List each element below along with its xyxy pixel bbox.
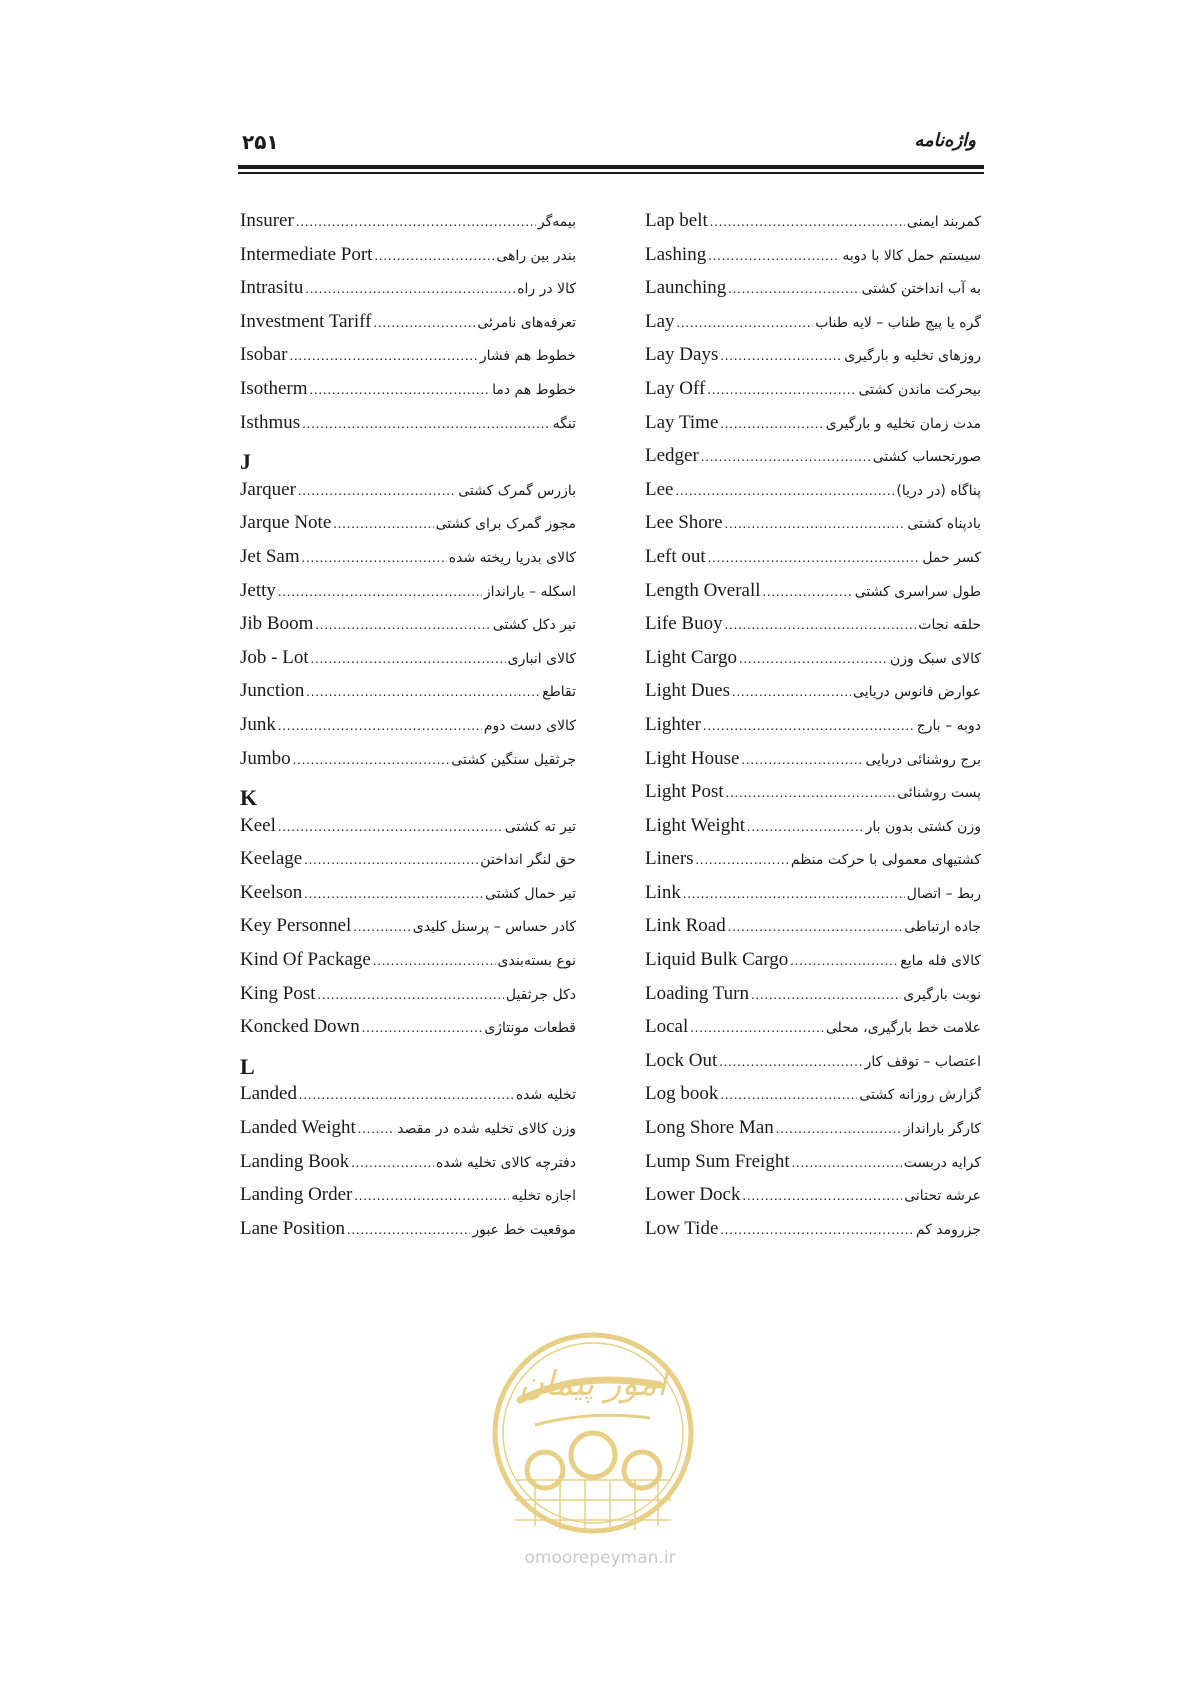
persian-translation: طول سراسری کشتی	[854, 583, 981, 600]
english-term: Keel	[240, 814, 276, 836]
persian-translation: عوارض فانوس دریایی	[853, 684, 981, 701]
leader-dots	[741, 753, 863, 769]
persian-translation: اسکله – بارانداز	[483, 583, 576, 600]
glossary-entry	[645, 613, 981, 647]
persian-translation: حق لنگر انداختن	[480, 852, 576, 869]
leader-dots	[728, 920, 902, 936]
english-term: Loading Turn	[645, 982, 749, 1004]
english-term: Jet Sam	[240, 545, 300, 567]
persian-translation: قطعات مونتاژی	[484, 1020, 576, 1037]
persian-translation: بیمه‌گر	[537, 214, 576, 230]
glossary-entry	[240, 479, 576, 513]
persian-translation: وزن کشتی بدون بار	[865, 818, 981, 835]
glossary-entry	[645, 1050, 981, 1084]
english-term: Lock Out	[645, 1049, 718, 1071]
leader-dots	[354, 1189, 509, 1205]
glossary-entry	[240, 580, 576, 614]
glossary-entry	[645, 1151, 981, 1185]
glossary-entry	[645, 680, 981, 714]
english-term: Key Personnel	[240, 915, 352, 937]
english-term: Lane Position	[240, 1217, 346, 1239]
persian-translation: کادر حساس – پرسنل کلیدی	[412, 919, 576, 936]
english-term: Light Weight	[645, 814, 745, 836]
leader-dots	[743, 1189, 903, 1205]
glossary-entry	[645, 748, 981, 782]
english-term: Keelage	[240, 848, 303, 870]
english-term: Kind Of Package	[240, 949, 371, 971]
page-header	[238, 128, 984, 158]
english-term: Link	[645, 881, 681, 903]
leader-dots	[311, 652, 506, 668]
leader-dots	[696, 853, 789, 869]
english-term: Liners	[645, 848, 694, 870]
persian-translation: جرثقیل سنگین کشتی	[451, 751, 576, 768]
glossary-entry	[240, 1117, 576, 1151]
english-term: Isthmus	[240, 411, 301, 433]
leader-dots	[358, 1122, 396, 1138]
leader-dots	[690, 1021, 824, 1037]
persian-translation: بیحرکت ماندن کشتی	[858, 381, 981, 398]
glossary-entry	[240, 1218, 576, 1252]
header-rule-thin	[238, 172, 984, 174]
persian-translation: تنگه	[552, 415, 576, 432]
glossary-entry	[240, 412, 576, 446]
leader-dots	[278, 820, 503, 836]
leader-dots	[792, 1156, 902, 1172]
glossary-entry	[240, 344, 576, 378]
persian-translation: اجازه تخلیه	[511, 1188, 576, 1205]
glossary-entry	[240, 1083, 576, 1117]
glossary-entry	[645, 210, 981, 244]
persian-translation: حلقه نجات	[918, 617, 981, 634]
glossary-entry	[645, 344, 981, 378]
glossary-entry	[645, 512, 981, 546]
glossary-entry	[645, 714, 981, 748]
persian-translation: بندر بین راهی	[496, 247, 576, 264]
english-term: Landing Order	[240, 1184, 353, 1206]
leader-dots	[703, 719, 915, 735]
glossary-entry	[645, 1117, 981, 1151]
english-term: Lashing	[645, 243, 707, 265]
persian-translation: ربط – اتصال	[906, 885, 981, 902]
persian-translation: مجوز گمرک برای کشتی	[435, 516, 576, 533]
glossary-entry	[645, 479, 981, 513]
glossary-entry	[645, 378, 981, 412]
glossary-entry	[240, 680, 576, 714]
english-term: Landed Weight	[240, 1117, 356, 1139]
persian-translation: جزرومد کم	[915, 1221, 981, 1238]
leader-dots	[278, 719, 482, 735]
glossary-entry	[645, 882, 981, 916]
leader-dots	[362, 1021, 483, 1037]
persian-translation: کارگر بارانداز	[903, 1121, 981, 1138]
english-term: Lower Dock	[645, 1184, 741, 1206]
persian-translation: تیر حمال کشتی	[485, 885, 576, 902]
glossary-entry	[240, 848, 576, 882]
leader-dots	[351, 1156, 434, 1172]
english-term: Investment Tariff	[240, 310, 372, 332]
glossary-entry	[240, 244, 576, 278]
leader-dots	[315, 618, 490, 634]
english-term: Lighter	[645, 713, 701, 735]
glossary-entry	[240, 647, 576, 681]
leader-dots	[299, 1088, 514, 1104]
persian-translation: صورتحساب کشتی	[872, 449, 981, 466]
leader-dots	[720, 417, 823, 433]
leader-dots	[776, 1122, 902, 1138]
glossary-entry	[645, 815, 981, 849]
leader-dots	[374, 249, 494, 265]
persian-translation: گره یا پیچ طناب – لایه طناب	[815, 314, 981, 331]
section-letter: J	[240, 448, 251, 474]
persian-translation: کالای بدریا ریخته شده	[448, 549, 576, 566]
persian-translation: مدت زمان تخلیه و بارگیری	[825, 415, 981, 432]
persian-translation: بادپناه کشتی	[907, 516, 981, 533]
english-term: Jib Boom	[240, 613, 314, 635]
glossary-entry	[645, 311, 981, 345]
glossary-entry	[240, 1016, 576, 1050]
section-letter: K	[240, 784, 258, 810]
english-term: Life Buoy	[645, 613, 723, 635]
leader-dots	[373, 954, 496, 970]
persian-translation: سیستم حمل کالا با دوبه	[842, 247, 981, 264]
persian-translation: گزارش روزانه کشتی	[859, 1087, 981, 1104]
leader-dots	[278, 585, 482, 601]
leader-dots	[725, 517, 906, 533]
header-rule-thick	[238, 165, 984, 169]
leader-dots	[728, 282, 859, 298]
running-title: واژه‌نامه	[914, 130, 976, 151]
english-term: Jarque Note	[240, 512, 332, 534]
glossary-entry	[240, 748, 576, 782]
english-term: Lump Sum Freight	[645, 1150, 790, 1172]
persian-translation: روزهای تخلیه و بارگیری	[844, 348, 981, 365]
leader-dots	[289, 349, 477, 365]
leader-dots	[763, 585, 853, 601]
glossary-column-left	[240, 210, 576, 1251]
english-term: Jetty	[240, 579, 276, 601]
persian-translation: کالای انباری	[507, 650, 576, 667]
persian-translation: خطوط هم فشار	[479, 348, 576, 365]
english-term: Low Tide	[645, 1217, 719, 1239]
leader-dots	[333, 517, 433, 533]
glossary-entry	[645, 546, 981, 580]
persian-translation: تقاطع	[542, 684, 576, 701]
glossary-entry	[240, 882, 576, 916]
english-term: Light Dues	[645, 680, 730, 702]
leader-dots	[707, 383, 856, 399]
english-term: Length Overall	[645, 579, 761, 601]
persian-translation: کشتیهای معمولی با حرکت منظم	[790, 852, 981, 869]
persian-translation: دفترچه کالای تخلیه شده	[436, 1154, 576, 1171]
leader-dots	[305, 282, 515, 298]
glossary-entry	[645, 1218, 981, 1252]
leader-dots	[719, 1055, 862, 1071]
persian-translation: نوبت بارگیری	[903, 986, 981, 1003]
persian-translation: تیر ته کشتی	[504, 818, 576, 835]
persian-translation: دوبه – بارج	[916, 717, 981, 734]
glossary-entry	[645, 647, 981, 681]
english-term: Intrasitu	[240, 277, 304, 299]
glossary-entry	[240, 983, 576, 1017]
persian-translation: برج روشنائی دریایی	[865, 751, 981, 768]
english-term: Junction	[240, 680, 305, 702]
english-term: Long Shore Man	[645, 1117, 774, 1139]
leader-dots	[683, 887, 905, 903]
english-term: Junk	[240, 713, 276, 735]
glossary-entry	[240, 512, 576, 546]
english-term: Lap belt	[645, 210, 708, 231]
english-term: Isobar	[240, 344, 288, 366]
glossary-entry	[645, 1083, 981, 1117]
glossary-entry	[240, 311, 576, 345]
glossary-entry	[240, 714, 576, 748]
glossary-entry	[645, 781, 981, 815]
persian-translation: موقعیت خط عبور	[472, 1221, 576, 1238]
watermark-seal-logo	[490, 1330, 696, 1536]
persian-translation: کسر حمل	[922, 549, 981, 566]
glossary-entry	[645, 1184, 981, 1218]
persian-translation: تعرفه‌های نامرئی	[477, 314, 576, 331]
persian-translation: کالای سبک وزن	[889, 650, 981, 667]
leader-dots	[732, 685, 851, 701]
glossary-entry	[240, 613, 576, 647]
english-term: Isotherm	[240, 377, 308, 399]
glossary-entry	[645, 983, 981, 1017]
leader-dots	[708, 551, 921, 567]
leader-dots	[304, 853, 478, 869]
glossary-entry	[240, 546, 576, 580]
persian-translation: بازرس گمرک کشتی	[458, 482, 576, 499]
english-term: Keelson	[240, 881, 303, 903]
persian-translation: خطوط هم دما	[492, 381, 576, 398]
persian-translation: وزن کالای تخلیه شده در مقصد	[397, 1121, 576, 1138]
glossary-entry	[645, 244, 981, 278]
english-term: Koncked Down	[240, 1016, 360, 1038]
leader-dots	[293, 753, 450, 769]
glossary-entry	[645, 949, 981, 983]
leader-dots	[298, 484, 456, 500]
english-term: Landing Book	[240, 1150, 350, 1172]
persian-translation: علامت خط بارگیری، محلی	[825, 1020, 981, 1037]
persian-translation: جاده ارتباطی	[904, 919, 981, 936]
leader-dots	[708, 249, 840, 265]
persian-translation: عرشه تحتانی	[904, 1188, 981, 1205]
watermark-website: omoorepeyman.ir	[524, 1548, 676, 1568]
persian-translation: به آب انداختن کشتی	[861, 281, 981, 298]
glossary-entry	[645, 848, 981, 882]
english-term: Intermediate Port	[240, 243, 373, 265]
leader-dots	[318, 988, 504, 1004]
persian-translation: کالای دست دوم	[483, 717, 576, 734]
leader-dots	[675, 484, 894, 500]
persian-translation: تخلیه شده	[515, 1087, 576, 1104]
persian-translation: پناگاه (در دریا)	[896, 482, 981, 499]
leader-dots	[302, 551, 447, 567]
english-term: Landed	[240, 1083, 297, 1105]
english-term: Link Road	[645, 915, 726, 937]
english-term: Light House	[645, 747, 740, 769]
english-term: Lay Off	[645, 377, 706, 399]
english-term: Insurer	[240, 210, 294, 231]
leader-dots	[739, 652, 888, 668]
glossary-column-right	[645, 210, 981, 1251]
leader-dots	[726, 786, 895, 802]
glossary-entry	[645, 412, 981, 446]
glossary-entry	[240, 815, 576, 849]
persian-translation: کالای فله مایع	[900, 953, 981, 970]
english-term: Job - Lot	[240, 646, 309, 668]
english-term: Lay Days	[645, 344, 719, 366]
persian-translation: کمربند ایمنی	[906, 214, 981, 230]
english-term: Left out	[645, 545, 706, 567]
persian-translation: کالا در راه	[517, 281, 576, 298]
leader-dots	[373, 316, 475, 332]
english-term: Ledger	[645, 445, 699, 467]
page-number: ۲۵۱	[242, 130, 279, 154]
english-term: Lee	[645, 478, 674, 500]
section-letter: L	[240, 1053, 255, 1079]
seal-text: امور پیمان	[519, 1364, 667, 1404]
english-term: Light Post	[645, 781, 724, 803]
leader-dots	[720, 1088, 857, 1104]
leader-dots	[751, 988, 901, 1004]
english-term: Lay Time	[645, 411, 719, 433]
persian-translation: دکل جرثقیل	[505, 986, 576, 1003]
glossary-entry	[240, 210, 576, 244]
glossary-entry	[240, 1184, 576, 1218]
english-term: Jarquer	[240, 478, 296, 500]
english-term: Launching	[645, 277, 727, 299]
persian-translation: کرایه دربست	[903, 1154, 981, 1171]
english-term: King Post	[240, 982, 316, 1004]
english-term: Log book	[645, 1083, 719, 1105]
persian-translation: نوع بسته‌بندی	[497, 953, 576, 970]
glossary-entry	[240, 277, 576, 311]
persian-translation: تیر دکل کشتی	[492, 617, 576, 634]
glossary-entry	[645, 915, 981, 949]
glossary-entry	[645, 1016, 981, 1050]
leader-dots	[701, 450, 871, 466]
glossary-entry	[645, 445, 981, 479]
leader-dots	[790, 954, 898, 970]
leader-dots	[747, 820, 864, 836]
glossary-entry	[240, 915, 576, 949]
leader-dots	[725, 618, 917, 634]
leader-dots	[302, 417, 550, 433]
glossary-entry	[645, 277, 981, 311]
persian-translation: پست روشنائی	[897, 785, 981, 802]
glossary-entry	[240, 1151, 576, 1185]
leader-dots	[720, 349, 842, 365]
glossary-entry	[240, 949, 576, 983]
persian-translation: اعتصاب – توقف کار	[864, 1053, 981, 1070]
leader-dots	[353, 920, 410, 936]
english-term: Lay	[645, 310, 675, 332]
leader-dots	[347, 1223, 470, 1239]
glossary-entry	[645, 580, 981, 614]
leader-dots	[296, 215, 536, 231]
leader-dots	[677, 316, 814, 332]
english-term: Jumbo	[240, 747, 291, 769]
english-term: Lee Shore	[645, 512, 723, 534]
leader-dots	[710, 215, 905, 231]
glossary-entry	[240, 378, 576, 412]
leader-dots	[304, 887, 483, 903]
leader-dots	[720, 1223, 913, 1239]
english-term: Local	[645, 1016, 689, 1038]
leader-dots	[306, 685, 540, 701]
english-term: Liquid Bulk Cargo	[645, 949, 789, 971]
leader-dots	[310, 383, 491, 399]
english-term: Light Cargo	[645, 646, 738, 668]
